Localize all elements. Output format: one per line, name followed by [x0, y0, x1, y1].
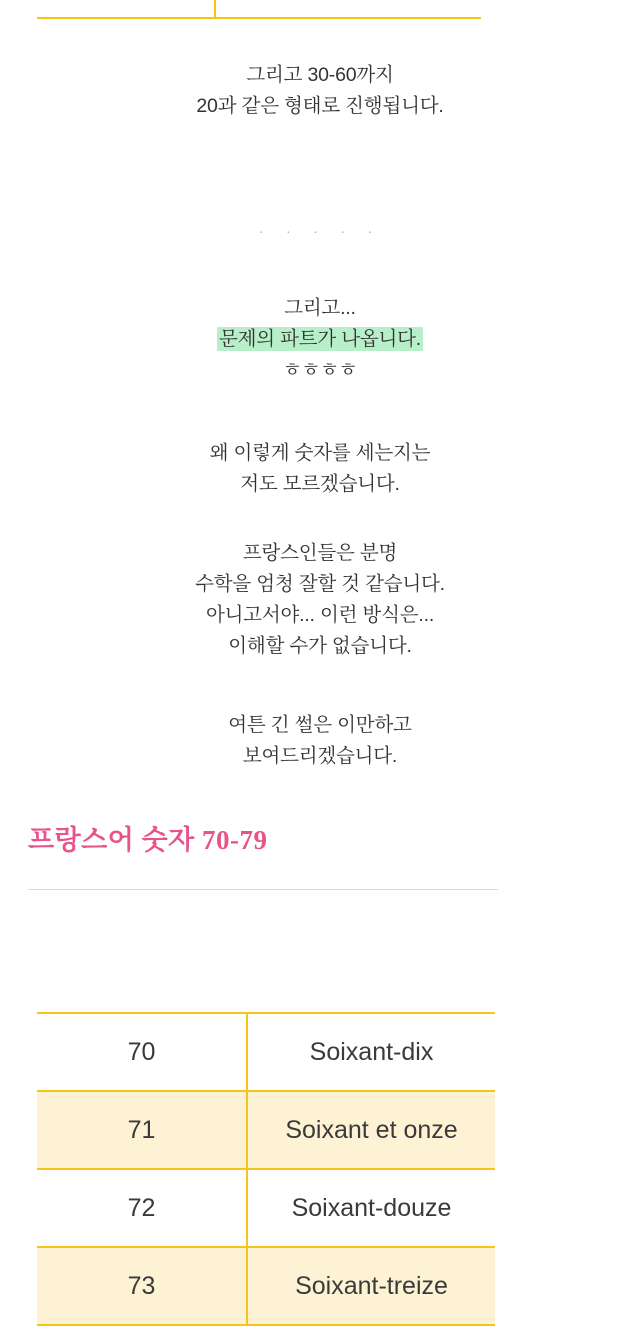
- table-cell-number: [37, 0, 215, 18]
- dot-separator: · · · · ·: [258, 223, 382, 240]
- paragraph-4: [0, 538, 640, 662]
- paragraph-2-line-3: ㅎㅎㅎㅎ: [282, 359, 358, 381]
- paragraph-2-line-1: 그리고...: [284, 297, 356, 319]
- paragraph-5-line-1: 여튼 긴 썰은 이만하고: [228, 714, 412, 736]
- french-numbers-table-inner: [37, 1012, 495, 1326]
- table-row: [37, 1091, 495, 1169]
- paragraph-2: [0, 293, 640, 386]
- table-row: [37, 1247, 495, 1325]
- horizontal-divider: [28, 889, 498, 890]
- paragraph-5: [0, 710, 640, 772]
- table-cell-word: Soixant et onze: [247, 1091, 495, 1169]
- paragraph-4-line-4: 이해할 수가 없습니다.: [228, 635, 412, 657]
- table-cell-number: 71: [37, 1091, 247, 1169]
- table-cell-word: [215, 0, 481, 18]
- table-cell-number: 70: [37, 1013, 247, 1091]
- table-cell-word: Soixant-dix: [247, 1013, 495, 1091]
- paragraph-4-line-2: 수학을 엄청 잘할 것 같습니다.: [195, 573, 445, 595]
- paragraph-4-line-3: 아니고서야... 이런 방식은...: [205, 604, 435, 626]
- paragraph-5-line-2: 보여드리겠습니다.: [242, 745, 398, 767]
- paragraph-3-line-2: 저도 모르겠습니다.: [240, 473, 400, 495]
- highlighted-text: 문제의 파트가 나옵니다.: [218, 328, 422, 350]
- paragraph-3-line-1: 왜 이렇게 숫자를 세는지는: [209, 442, 431, 464]
- paragraph-1-line-2: 20과 같은 형태로 진행됩니다.: [196, 95, 444, 117]
- table-cell-number: 73: [37, 1247, 247, 1325]
- table-cell-word: Soixant-treize: [247, 1247, 495, 1325]
- french-numbers-table: [37, 1012, 495, 1300]
- paragraph-4-line-1: 프랑스인들은 분명: [242, 542, 398, 564]
- top-partial-table: [0, 0, 640, 20]
- paragraph-3: [0, 438, 640, 500]
- table-cell-number: 72: [37, 1169, 247, 1247]
- paragraph-1-line-1: 그리고 30-60까지: [246, 64, 394, 86]
- table-row: [37, 0, 481, 18]
- table-cell-word: Soixant-douze: [247, 1169, 495, 1247]
- paragraph-1: [0, 60, 640, 122]
- table-row: [37, 1013, 495, 1091]
- table-row: [37, 1169, 495, 1247]
- paragraph-2-line-2: [0, 324, 640, 355]
- section-heading: 프랑스어 숫자 70-79: [28, 825, 268, 855]
- top-partial-table-inner: [37, 0, 481, 19]
